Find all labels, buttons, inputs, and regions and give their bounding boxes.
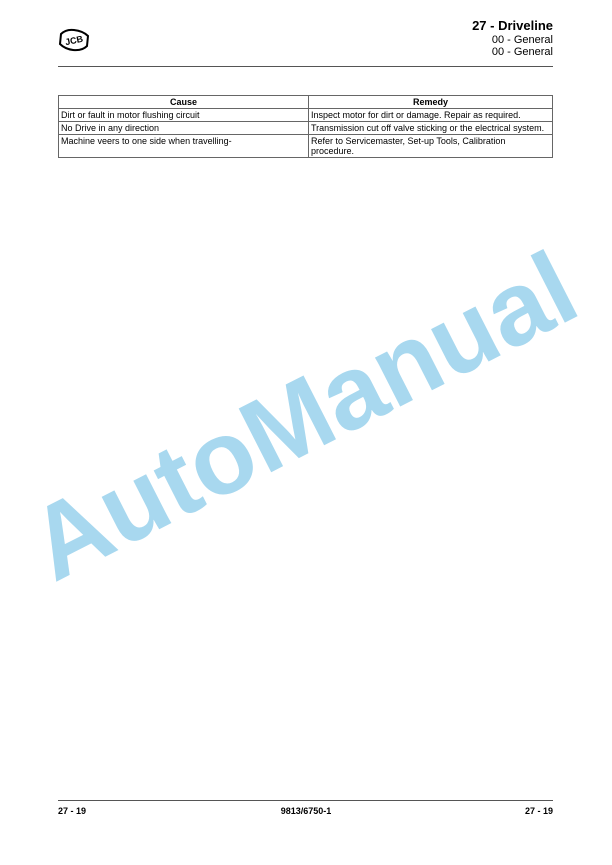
- remedy-cell: Transmission cut off valve sticking or the electrical system.: [309, 122, 553, 135]
- remedy-cell: Refer to Servicemaster, Set-up Tools, Calibration procedure.: [309, 135, 553, 158]
- table-row: [59, 109, 553, 122]
- remedy-cell: Inspect motor for dirt or damage. Repair as required.: [309, 109, 553, 122]
- table-row: [59, 135, 553, 158]
- subsection-title: 00 - General: [491, 34, 553, 46]
- section-title: 27 - Driveline: [472, 18, 553, 33]
- cause-cell: Machine veers to one side when travelling-: [59, 135, 309, 158]
- jcb-logo-text: JCB: [64, 33, 84, 48]
- subsection-subtitle: 00 - General: [491, 46, 553, 58]
- footer-divider: [58, 800, 553, 801]
- column-header-cause: Cause: [59, 96, 309, 109]
- fault-table: [58, 95, 553, 158]
- table-header-row: [59, 96, 553, 109]
- cause-cell: Dirt or fault in motor flushing circuit: [59, 109, 309, 122]
- table-row: [59, 122, 553, 135]
- page-number-right: 27 - 19: [524, 806, 553, 816]
- jcb-logo: [58, 28, 90, 52]
- cause-cell: No Drive in any direction: [59, 122, 309, 135]
- document-number: 9813/6750-1: [280, 806, 332, 816]
- page-header: [472, 18, 553, 58]
- column-header-remedy: Remedy: [309, 96, 553, 109]
- watermark-text: AutoManual: [11, 229, 595, 604]
- watermark: [11, 229, 595, 604]
- header-divider: [58, 66, 553, 67]
- page-number-left: 27 - 19: [58, 806, 87, 816]
